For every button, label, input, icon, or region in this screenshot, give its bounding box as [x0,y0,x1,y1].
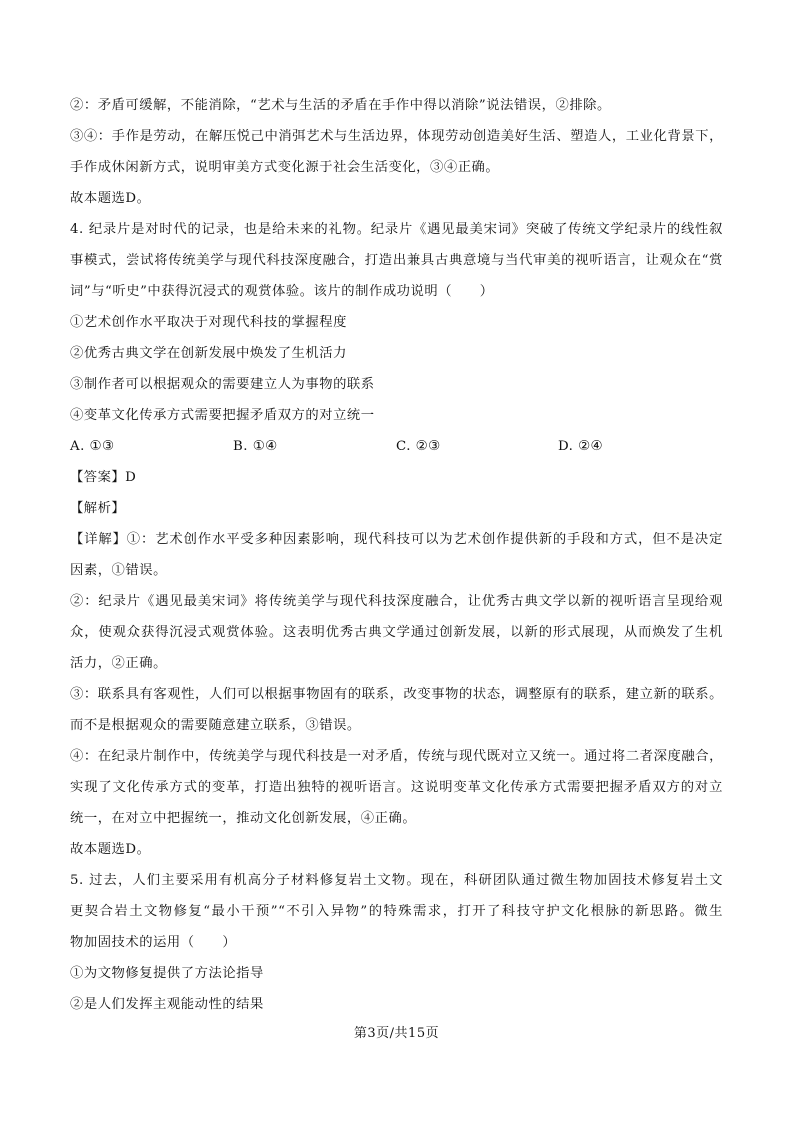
page-number-footer: 第3页/共15页 [353,1026,440,1041]
explanation-line: 因素，①错误。 [70,563,167,578]
choice-a: A. ①③ [70,439,115,454]
question-4-choices [70,431,723,462]
text-line: 手作成休闲新方式，说明审美方式变化源于社会生活变化，③④正确。 [70,160,500,175]
question-5-stem: 更契合岩土文物修复“最小干预”“不引入异物”的特殊需求，打开了科技守护文化根脉的新思路。微生 [70,904,723,919]
question-5-statement: ①为文物修复提供了方法论指导 [70,966,264,981]
answer-label: 【答案】D [70,470,137,485]
explanation-line: 众，使观众获得沉浸式观赏体验。这表明优秀古典文学通过创新发展，以新的形式展现，从而焕发了生机 [70,625,723,640]
explanation-line: ④：在纪录片制作中，传统美学与现代科技是一对矛盾，传统与现代既对立又统一。通过将二者深度融合， [70,749,723,764]
question-5-stem: 5. 过去，人们主要采用有机高分子材料修复岩土文物。现在，科研团队通过微生物加固技术修复岩土文 [70,873,723,888]
explanation-line: 统一，在对立中把握统一，推动文化创新发展，④正确。 [70,811,417,826]
question-4-stem: 4. 纪录片是对时代的记录，也是给未来的礼物。纪录片《遇见最美宋词》突破了传统文学纪录片的线性叙 [70,222,723,237]
question-4-statement: ④变革文化传承方式需要把握矛盾双方的对立统一 [70,408,375,423]
text-line: 故本题选D。 [70,191,151,206]
question-4-statement: ①艺术创作水平取决于对现代科技的掌握程度 [70,315,347,330]
explanation-line: 【详解】①：艺术创作水平受多种因素影响，现代科技可以为艺术创作提供新的手段和方式，但不是决定 [70,532,723,547]
question-5-statement: ②是人们发挥主观能动性的结果 [70,997,264,1012]
explanation-line: 而不是根据观众的需要随意建立联系，③错误。 [70,718,361,733]
explanation-line: ③：联系具有客观性，人们可以根据事物固有的联系，改变事物的状态，调整原有的联系，建立新的联系。 [70,687,723,702]
question-4-stem: 事模式，尝试将传统美学与现代科技深度融合，打造出兼具古典意境与当代审美的视听语言，让观众在“赏 [70,253,723,268]
explanation-line: ②：纪录片《遇见最美宋词》将传统美学与现代科技深度融合，让优秀古典文学以新的视听语言呈现给观 [70,594,723,609]
choice-c: C. ②③ [396,439,441,454]
choice-d: D. ②④ [558,439,603,454]
analysis-label: 【解析】 [70,501,126,516]
explanation-line: 实现了文化传承方式的变革，打造出独特的视听语言。这说明变革文化传承方式需要把握矛盾双方的对立 [70,780,723,795]
choice-b: B. ①④ [233,439,278,454]
conclusion-line: 故本题选D。 [70,842,151,857]
page-content [70,90,723,1020]
question-5-stem: 物加固技术的运用（ ） [70,935,237,950]
text-line: ②：矛盾可缓解，不能消除，“艺术与生活的矛盾在手作中得以消除”说法错误，②排除。 [70,98,611,113]
text-line: ③④：手作是劳动，在解压悦己中消弭艺术与生活边界，体现劳动创造美好生活、塑造人，工业化背景下， [70,129,723,144]
question-4-statement: ③制作者可以根据观众的需要建立人为事物的联系 [70,377,375,392]
explanation-line: 活力，②正确。 [70,656,167,671]
question-4-statement: ②优秀古典文学在创新发展中焕发了生机活力 [70,346,347,361]
question-4-stem: 词”与“听史”中获得沉浸式的观赏体验。该片的制作成功说明（ ） [70,284,494,299]
